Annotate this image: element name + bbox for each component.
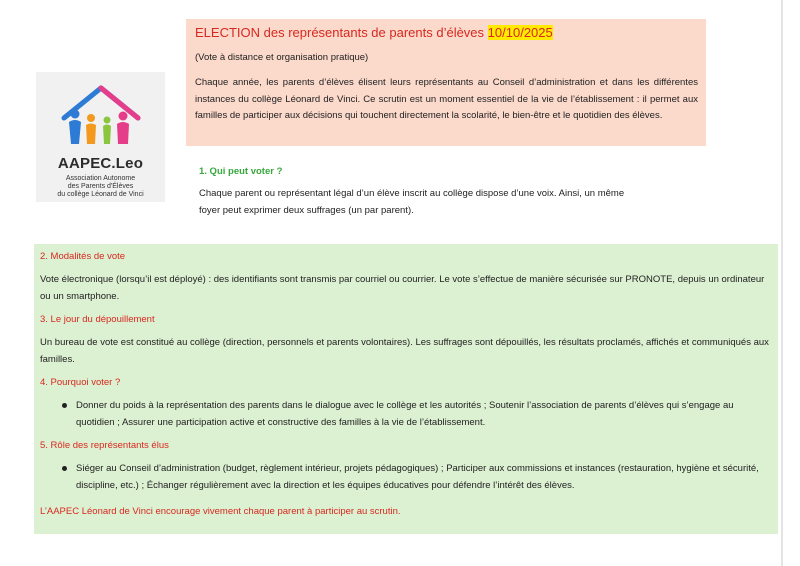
logo-subtitle-line: des Parents d'Élèves bbox=[67, 183, 134, 190]
title-text: ELECTION des représentants de parents d’élèves bbox=[195, 25, 485, 40]
logo-name: AAPEC.Leo bbox=[57, 155, 144, 172]
section-4-title: 4. Pourquoi voter ? bbox=[40, 377, 121, 388]
section-3-title: 3. Le jour du dépouillement bbox=[40, 314, 155, 325]
bullet-icon bbox=[62, 403, 67, 408]
section-1-line: Chaque parent ou représentant légal d’un élève inscrit au collège dispose d’une voix. Ainsi, un même bbox=[199, 188, 625, 199]
logo-subtitle-line: Association Autonome bbox=[65, 175, 136, 182]
election-date: 10/10/2025 bbox=[487, 25, 553, 40]
logo bbox=[36, 72, 165, 202]
page-subtitle: (Vote à distance et organisation pratique) bbox=[195, 52, 369, 63]
section-1-title: 1. Qui peut voter ? bbox=[199, 166, 283, 177]
closing-statement: L’AAPEC Léonard de Vinci encourage vivement chaque parent à participer au scrutin. bbox=[40, 506, 401, 517]
bullet-icon bbox=[62, 466, 67, 471]
intro-paragraph: Chaque année, les parents d’élèves élisent leurs représentants au Conseil d’administration et dans les différentes instances du collège Léonard de Vinci. Ce scrutin est un moment essentiel de la vie de l’établissement : il permet aux familles de participer aux décisions qui touchent directement la scolarité, le bien-être et le quotidien des élèves. bbox=[195, 77, 698, 121]
section-2-title: 2. Modalités de vote bbox=[40, 251, 126, 262]
section-4-bullet: Donner du poids à la représentation des parents dans le dialogue avec le collège et les autorités ; Soutenir l’association de parents d’élèves qui s’engage au quotidien ; Assurer une participation active et constructive des familles à la vie de l’établissement. bbox=[76, 400, 734, 428]
header-box bbox=[186, 19, 706, 146]
family-house-icon bbox=[58, 82, 144, 154]
section-5-bullet: Siéger au Conseil d’administration (budget, règlement intérieur, projets pédagogiques) ; Participer aux commissions et instances (restauration, hygiène et sécurité, discipline, etc.) ; Échanger régulièrement avec la direction et les équipes éducatives pour défendre l’intérêt des élèves. bbox=[76, 463, 759, 491]
logo-subtitle-line: du collège Léonard de Vinci bbox=[57, 191, 144, 198]
page-title bbox=[195, 25, 553, 40]
section-5-title: 5. Rôle des représentants élus bbox=[40, 440, 169, 451]
details-box bbox=[34, 244, 778, 534]
page-edge bbox=[781, 0, 783, 566]
section-2-text: Vote électronique (lorsqu’il est déployé) : des identifiants sont transmis par courriel ou courrier. Le vote s’effectue de manière sécurisée sur PRONOTE, depuis un ordinateur ou un smartphone. bbox=[40, 274, 765, 302]
section-1-line: foyer peut exprimer deux suffrages (un par parent). bbox=[199, 205, 414, 216]
section-1-text bbox=[199, 185, 679, 219]
section-3-text: Un bureau de vote est constitué au collège (direction, personnels et parents volontaires). Les suffrages sont dépouillés, les résultats proclamés, affichés et communiqués aux familles. bbox=[40, 337, 769, 365]
